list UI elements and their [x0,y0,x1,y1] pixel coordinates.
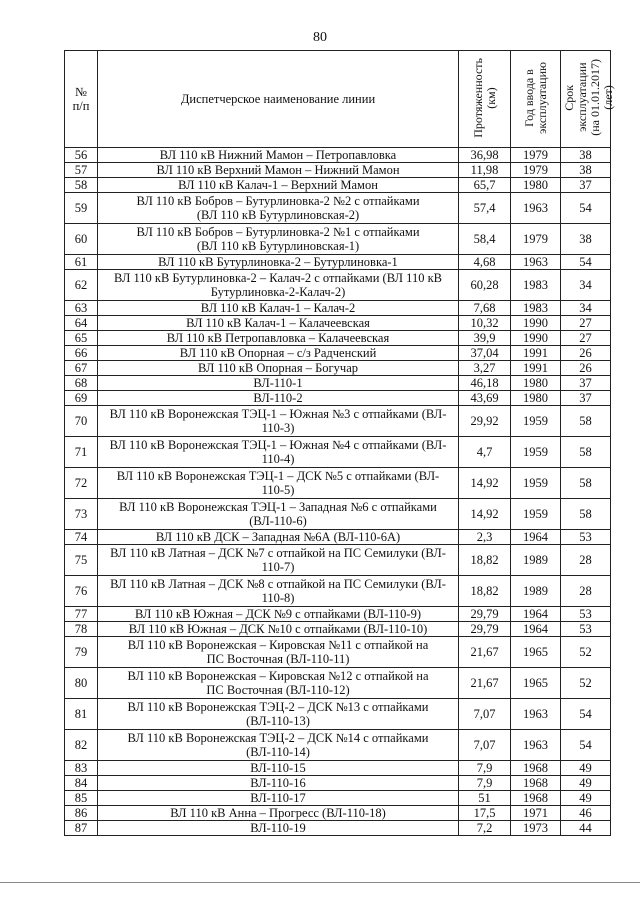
cell-length: 14,92 [459,468,511,499]
cell-year: 1980 [511,178,561,193]
cell-num: 64 [65,316,98,331]
table-row [65,163,611,178]
cell-name: ВЛ-110-19 [98,821,459,836]
cell-num: 83 [65,761,98,776]
cell-term: 58 [561,437,611,468]
cell-name: ВЛ 110 кВ Латная – ДСК №8 с отпайкой на ПС Семилуки (ВЛ- 110-8) [98,576,459,607]
header-year-text: Год ввода в эксплуатацию [521,61,549,134]
cell-term: 38 [561,224,611,255]
cell-name: ВЛ 110 кВ Воронежская – Кировская №12 с отпайкой на ПС Восточная (ВЛ-110-12) [98,668,459,699]
header-num-text: № п/п [72,85,90,113]
cell-length: 4,68 [459,255,511,270]
cell-term: 58 [561,499,611,530]
cell-name: ВЛ-110-15 [98,761,459,776]
cell-year: 1979 [511,148,561,163]
cell-name: ВЛ 110 кВ ДСК – Западная №6А (ВЛ-110-6А) [98,530,459,545]
header-year [511,51,561,148]
cell-num: 80 [65,668,98,699]
cell-length: 4,7 [459,437,511,468]
cell-length: 17,5 [459,806,511,821]
cell-year: 1959 [511,468,561,499]
cell-term: 44 [561,821,611,836]
cell-year: 1968 [511,791,561,806]
table-row [65,468,611,499]
cell-name: ВЛ 110 кВ Верхний Мамон – Нижний Мамон [98,163,459,178]
cell-term: 49 [561,776,611,791]
cell-name: ВЛ 110 кВ Калач-1 – Калачеевская [98,316,459,331]
cell-num: 71 [65,437,98,468]
cell-length: 46,18 [459,376,511,391]
cell-length: 43,69 [459,391,511,406]
cell-name: ВЛ-110-16 [98,776,459,791]
cell-num: 87 [65,821,98,836]
cell-length: 65,7 [459,178,511,193]
cell-year: 1959 [511,406,561,437]
table-row [65,224,611,255]
cell-term: 28 [561,545,611,576]
cell-length: 2,3 [459,530,511,545]
table-row [65,316,611,331]
cell-length: 21,67 [459,668,511,699]
cell-name: ВЛ 110 кВ Воронежская ТЭЦ-2 – ДСК №14 с отпайками (ВЛ-110-14) [98,730,459,761]
cell-name: ВЛ 110 кВ Бутурлиновка-2 – Бутурлиновка-1 [98,255,459,270]
cell-name: ВЛ 110 кВ Воронежская ТЭЦ-1 – Южная №4 с отпайками (ВЛ- 110-4) [98,437,459,468]
table-row [65,255,611,270]
table-row [65,346,611,361]
cell-term: 53 [561,607,611,622]
table-row [65,545,611,576]
cell-num: 86 [65,806,98,821]
cell-length: 57,4 [459,193,511,224]
cell-name: ВЛ 110 кВ Опорная – Богучар [98,361,459,376]
cell-num: 79 [65,637,98,668]
cell-name: ВЛ 110 кВ Южная – ДСК №9 с отпайками (ВЛ-110-9) [98,607,459,622]
header-length-text: Протяженность (км) [470,57,498,138]
cell-term: 37 [561,391,611,406]
cell-length: 21,67 [459,637,511,668]
table-row [65,270,611,301]
cell-term: 49 [561,761,611,776]
cell-num: 59 [65,193,98,224]
cell-name: ВЛ 110 кВ Калач-1 – Калач-2 [98,301,459,316]
cell-term: 46 [561,806,611,821]
table-row [65,437,611,468]
cell-year: 1983 [511,270,561,301]
cell-term: 34 [561,270,611,301]
cell-length: 18,82 [459,545,511,576]
cell-term: 37 [561,178,611,193]
cell-year: 1991 [511,361,561,376]
page-number: 80 [313,30,327,45]
cell-year: 1964 [511,530,561,545]
cell-term: 27 [561,316,611,331]
cell-name: ВЛ 110 кВ Бобров – Бутурлиновка-2 №2 с отпайками (ВЛ 110 кВ Бутурлиновская-2) [98,193,459,224]
cell-length: 37,04 [459,346,511,361]
cell-length: 7,2 [459,821,511,836]
cell-length: 10,32 [459,316,511,331]
cell-num: 84 [65,776,98,791]
header-term-text: Срок эксплуатации (на 01.01.2017) (лет) [562,59,615,136]
cell-year: 1990 [511,316,561,331]
cell-term: 58 [561,406,611,437]
cell-num: 85 [65,791,98,806]
cell-num: 78 [65,622,98,637]
table-row [65,530,611,545]
table-row [65,301,611,316]
cell-name: ВЛ 110 кВ Воронежская ТЭЦ-1 – Южная №3 с отпайками (ВЛ- 110-3) [98,406,459,437]
cell-num: 77 [65,607,98,622]
cell-num: 60 [65,224,98,255]
cell-year: 1983 [511,301,561,316]
table-row [65,331,611,346]
cell-num: 62 [65,270,98,301]
cell-term: 52 [561,668,611,699]
cell-year: 1965 [511,668,561,699]
table-row [65,821,611,836]
cell-name: ВЛ 110 кВ Нижний Мамон – Петропавловка [98,148,459,163]
table-header-row [65,51,611,148]
cell-term: 26 [561,361,611,376]
cell-year: 1979 [511,163,561,178]
cell-name: ВЛ 110 кВ Анна – Прогресс (ВЛ-110-18) [98,806,459,821]
table-row [65,148,611,163]
cell-length: 58,4 [459,224,511,255]
cell-num: 72 [65,468,98,499]
cell-term: 58 [561,468,611,499]
cell-term: 34 [561,301,611,316]
cell-num: 82 [65,730,98,761]
cell-num: 68 [65,376,98,391]
cell-year: 1968 [511,761,561,776]
cell-num: 57 [65,163,98,178]
cell-year: 1973 [511,821,561,836]
cell-name: ВЛ 110 кВ Воронежская ТЭЦ-1 – ДСК №5 с отпайками (ВЛ- 110-5) [98,468,459,499]
cell-year: 1963 [511,193,561,224]
cell-length: 29,92 [459,406,511,437]
cell-term: 37 [561,376,611,391]
cell-length: 36,98 [459,148,511,163]
cell-year: 1968 [511,776,561,791]
cell-num: 66 [65,346,98,361]
cell-year: 1990 [511,331,561,346]
cell-length: 60,28 [459,270,511,301]
cell-num: 73 [65,499,98,530]
table-row [65,607,611,622]
table-row [65,622,611,637]
table-row [65,637,611,668]
cell-term: 38 [561,148,611,163]
cell-num: 63 [65,301,98,316]
cell-term: 54 [561,699,611,730]
cell-name: ВЛ 110 кВ Южная – ДСК №10 с отпайками (ВЛ-110-10) [98,622,459,637]
cell-year: 1979 [511,224,561,255]
cell-year: 1989 [511,576,561,607]
table-row [65,361,611,376]
header-num [65,51,98,148]
cell-num: 74 [65,530,98,545]
cell-length: 7,07 [459,699,511,730]
cell-num: 58 [65,178,98,193]
table-row [65,791,611,806]
table-row [65,193,611,224]
cell-term: 53 [561,622,611,637]
table-row [65,761,611,776]
table-row [65,576,611,607]
cell-term: 26 [561,346,611,361]
cell-name: ВЛ 110 кВ Воронежская ТЭЦ-1 – Западная №6 с отпайками (ВЛ-110-6) [98,499,459,530]
cell-length: 7,68 [459,301,511,316]
cell-num: 76 [65,576,98,607]
cell-name: ВЛ 110 кВ Бобров – Бутурлиновка-2 №1 с отпайками (ВЛ 110 кВ Бутурлиновская-1) [98,224,459,255]
cell-term: 49 [561,791,611,806]
cell-num: 67 [65,361,98,376]
cell-length: 18,82 [459,576,511,607]
power-lines-table [64,50,615,836]
cell-length: 7,9 [459,776,511,791]
cell-term: 54 [561,730,611,761]
cell-length: 39,9 [459,331,511,346]
cell-term: 54 [561,193,611,224]
table-body [65,148,611,836]
table-row [65,391,611,406]
cell-name: ВЛ 110 кВ Воронежская ТЭЦ-2 – ДСК №13 с отпайками (ВЛ-110-13) [98,699,459,730]
cell-length: 11,98 [459,163,511,178]
cell-name: ВЛ-110-2 [98,391,459,406]
cell-year: 1963 [511,730,561,761]
table-row [65,406,611,437]
header-name [98,51,459,148]
cell-term: 27 [561,331,611,346]
table-row [65,776,611,791]
table-row [65,730,611,761]
cell-year: 1959 [511,437,561,468]
cell-year: 1989 [511,545,561,576]
cell-length: 51 [459,791,511,806]
table-row [65,178,611,193]
header-name-text: Диспетчерское наименование линии [180,92,376,106]
cell-num: 65 [65,331,98,346]
table-row [65,668,611,699]
cell-year: 1980 [511,391,561,406]
cell-length: 7,9 [459,761,511,776]
cell-length: 29,79 [459,622,511,637]
cell-year: 1964 [511,607,561,622]
cell-year: 1959 [511,499,561,530]
cell-name: ВЛ 110 кВ Петропавловка – Калачеевская [98,331,459,346]
cell-term: 54 [561,255,611,270]
cell-length: 14,92 [459,499,511,530]
cell-year: 1991 [511,346,561,361]
cell-year: 1963 [511,699,561,730]
cell-year: 1980 [511,376,561,391]
header-term [561,51,615,148]
table-row [65,376,611,391]
cell-num: 70 [65,406,98,437]
cell-year: 1971 [511,806,561,821]
bottom-rule [0,882,640,883]
cell-name: ВЛ 110 кВ Латная – ДСК №7 с отпайкой на ПС Семилуки (ВЛ- 110-7) [98,545,459,576]
cell-term: 38 [561,163,611,178]
header-length [459,51,511,148]
cell-term: 52 [561,637,611,668]
cell-year: 1963 [511,255,561,270]
cell-num: 61 [65,255,98,270]
cell-name: ВЛ 110 кВ Бутурлиновка-2 – Калач-2 с отпайками (ВЛ 110 кВ Бутурлиновка-2-Калач-2) [98,270,459,301]
cell-length: 7,07 [459,730,511,761]
cell-num: 75 [65,545,98,576]
cell-num: 81 [65,699,98,730]
table-row [65,699,611,730]
table-row [65,499,611,530]
cell-year: 1964 [511,622,561,637]
cell-term: 53 [561,530,611,545]
cell-length: 3,27 [459,361,511,376]
table-row [65,806,611,821]
cell-name: ВЛ-110-1 [98,376,459,391]
cell-num: 56 [65,148,98,163]
cell-num: 69 [65,391,98,406]
cell-term: 28 [561,576,611,607]
cell-length: 29,79 [459,607,511,622]
cell-year: 1965 [511,637,561,668]
cell-name: ВЛ-110-17 [98,791,459,806]
cell-name: ВЛ 110 кВ Калач-1 – Верхний Мамон [98,178,459,193]
cell-name: ВЛ 110 кВ Опорная – с/з Радченский [98,346,459,361]
cell-name: ВЛ 110 кВ Воронежская – Кировская №11 с отпайкой на ПС Восточная (ВЛ-110-11) [98,637,459,668]
